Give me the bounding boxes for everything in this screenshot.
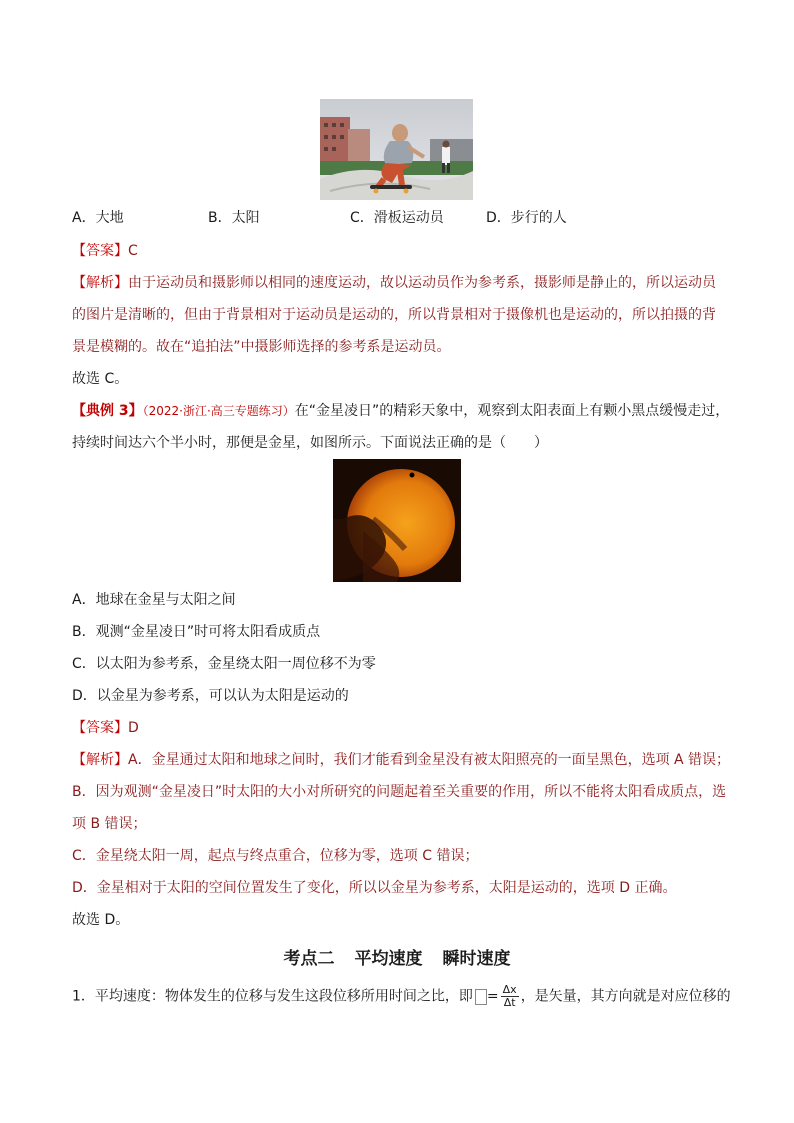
analysis-text: 项 B 错误； [72,816,147,832]
option-d: D．步行的人 [486,210,567,226]
definition-line [72,984,731,1009]
example-tag: 【典例 3】 [72,403,143,419]
answer-tag: 【答案】 [72,720,128,736]
analysis-text: C．金星绕太阳一周，起点与终点重合，位移为零，选项 C 错误； [72,848,479,864]
skateboarder-photo [320,99,473,200]
analysis-tag: 【解析】 [72,275,128,291]
question-source: （2022·浙江·高三专题练习） [142,404,295,418]
question-text: 在“金星凌日”的精彩天象中，观察到太阳表面上有颗小黑点缓慢走过， [294,403,730,419]
analysis-line [72,273,716,293]
section-heading [0,944,794,969]
venus-transit-photo [333,459,461,582]
heading-part: 瞬时速度 [442,949,511,969]
heading-part: 考点二 [283,949,335,969]
fraction-denominator: Δt [503,996,516,1009]
analysis-text: A．金星通过太阳和地球之间时，我们才能看到金星没有被太阳照亮的一面呈黑色，选项 A 错误； [128,752,731,768]
analysis-text: B．因为观测“金星凌日”时太阳的大小对所研究的问题起着至关重要的作用，所以不能将太阳看成质点，选 [72,784,727,800]
definition-lead: 1．平均速度：物体发生的位移与发生这段位移所用时间之比，即 [72,988,473,1005]
answer-line [72,241,138,261]
option-a: A．地球在金星与太阳之间 [72,592,236,608]
option-c: C．以太阳为参考系，金星绕太阳一周位移不为零 [72,656,376,672]
question-text: 持续时间达六个半小时，那便是金星，如图所示。下面说法正确的是（ ） [72,435,548,451]
option-d: D．以金星为参考系，可以认为太阳是运动的 [72,688,349,704]
question-stem [72,401,729,421]
heading-part: 平均速度 [354,949,423,969]
definition-tail: ，是矢量，其方向就是对应位移的 [520,988,731,1005]
answer-line [72,718,139,738]
answer-value: D [128,720,139,736]
venus-transit-image [333,459,461,582]
velocity-symbol-icon [475,989,487,1005]
option-c: C．滑板运动员 [350,210,444,226]
fraction-numerator: Δx [502,983,517,996]
analysis-line [72,750,730,770]
analysis-text: 由于运动员和摄影师以相同的速度运动，故以运动员作为参考系，摄影师是静止的，所以运动员 [128,275,716,291]
answer-tag: 【答案】 [72,243,128,259]
analysis-text: 的图片是清晰的，但由于背景相对于运动员是运动的，所以背景相对于摄像机也是运动的，所以拍摄的背 [72,307,716,323]
option-a: A．大地 [72,210,124,226]
equals-sign: = [486,988,499,1005]
option-b: B．观测“金星凌日”时可将太阳看成质点 [72,624,321,640]
analysis-tag: 【解析】 [72,752,128,768]
option-b: B．太阳 [208,210,260,226]
answer-value: C [128,243,138,259]
analysis-text: D．金星相对于太阳的空间位置发生了变化，所以以金星为参考系，太阳是运动的，选项 D 正确。 [72,880,677,896]
skateboarder-photo-image [320,99,473,200]
conclusion: 故选 C。 [72,371,129,387]
conclusion: 故选 D。 [72,912,130,928]
fraction [501,984,519,1009]
analysis-text: 景是模糊的。故在“追拍法”中摄影师选择的参考系是运动员。 [72,339,451,355]
